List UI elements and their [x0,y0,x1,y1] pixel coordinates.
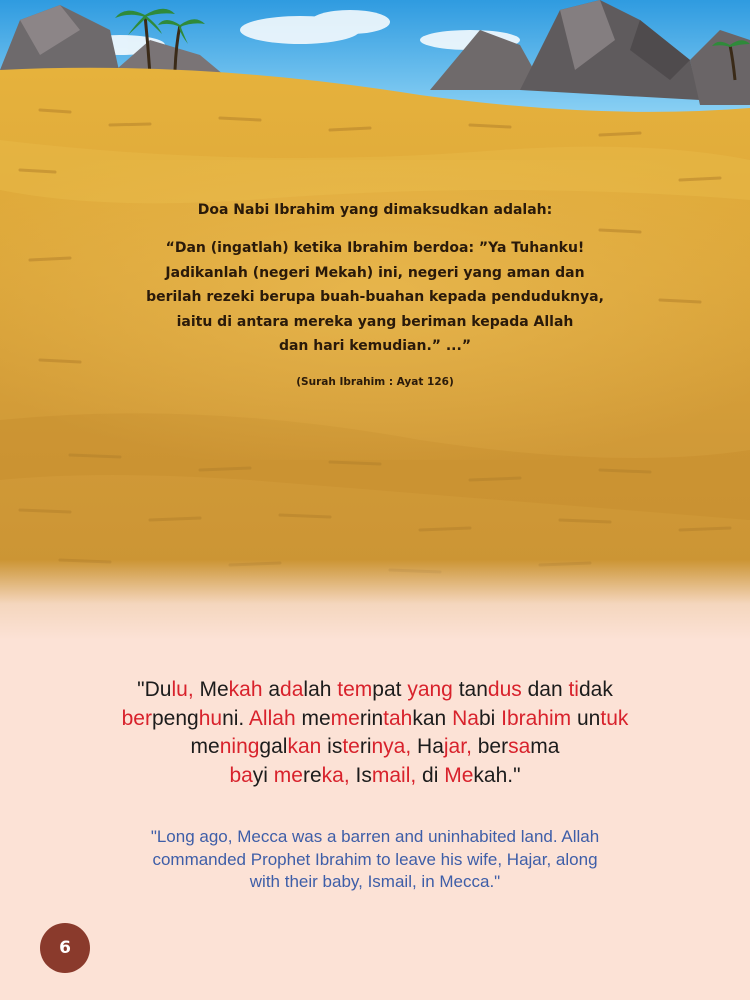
malay-line-2 [0,705,750,734]
syllable-text: yi [252,763,274,787]
syllable-highlight: ba [229,763,253,787]
syllable-highlight: me [330,706,360,730]
syllable-text: ni. [222,706,249,730]
syllable-highlight: tem [337,678,373,701]
syllable-highlight: lu, [171,678,194,701]
syllable-text: di [416,763,445,787]
english-line: with their baby, Ismail, in Mecca." [249,872,501,891]
syllable-text: ma [530,735,560,758]
syllable-highlight: tah [383,706,413,730]
syllable-highlight: sa [508,735,531,758]
quote-line: dan hari kemudian.” ...” [278,338,472,354]
syllable-highlight: te [342,735,360,758]
quote-block [0,202,750,388]
quote-intro: Doa Nabi Ibrahim yang dimaksudkan adalah: [197,202,553,218]
english-line: commanded Prophet Ibrahim to leave his wife, Hajar, along [152,849,598,869]
english-translation-text [0,826,750,894]
syllable-text: kan [412,706,453,730]
syllable-highlight: dus [487,678,522,701]
malay-line-1 [0,676,750,705]
malay-story-text [0,676,750,790]
syllable-text: bi [478,706,502,730]
syllable-highlight: Na [452,706,479,730]
syllable-highlight: Ibra [501,706,538,730]
syllable-text: dan [521,678,569,701]
syllable-text: rin [359,706,384,730]
syllable-highlight: nya, [371,735,412,758]
syllable-highlight: ka, [321,763,350,787]
malay-line-3 [0,733,750,762]
quote-line: Jadikanlah (negeri Mekah) ini, negeri yang aman dan [165,264,585,281]
syllable-highlight: da [280,678,304,701]
quote-line: “Dan (ingatlah) ketika Ibrahim berdoa: ”Ya Tuhanku! [165,240,585,256]
syllable-highlight: jar, [443,735,472,758]
syllable-text: kah." [473,763,521,787]
quote-reference: (Surah Ibrahim : Ayat 126) [296,375,454,388]
quote-line: iaitu di antara mereka yang beriman kepada Allah [176,313,574,330]
syllable-text: gal [259,735,288,758]
syllable-highlight: ti [568,678,579,701]
syllable-text: Is [349,763,372,787]
syllable-highlight: yang [407,678,453,701]
quote-line: berilah rezeki berupa buah-buahan kepada penduduknya, [146,289,604,305]
syllable-text: "Du [137,678,172,701]
english-line: "Long ago, Mecca was a barren and uninhabited land. Allah [150,827,600,846]
syllable-highlight: kah [228,678,263,701]
syllable-text: un [571,706,601,730]
syllable-text: re [302,763,322,787]
syllable-highlight: mail, [371,763,417,787]
syllable-text: Ha [411,735,444,758]
syllable-highlight: him [537,706,572,730]
syllable-highlight: kan [287,735,322,758]
syllable-text: tan [452,678,488,701]
syllable-highlight: hu [198,706,223,730]
page-number-badge: 6 [40,923,90,973]
syllable-text: a [262,678,281,701]
malay-line-4 [0,762,750,791]
syllable-highlight: ning [219,735,260,758]
syllable-text: me [295,706,331,730]
syllable-highlight: me [273,763,303,787]
syllable-text: is [321,735,343,758]
syllable-text: dak [578,678,613,701]
syllable-text: Me [193,678,229,701]
syllable-text: ri [359,735,372,758]
syllable-highlight: ber [121,706,152,730]
quote-text [0,236,750,359]
syllable-text: ber [471,735,509,758]
syllable-highlight: Allah [248,706,296,730]
syllable-text: lah [303,678,338,701]
syllable-text: peng [151,706,199,730]
syllable-text: pat [372,678,408,701]
syllable-highlight: tuk [600,706,629,730]
syllable-text: me [190,735,220,758]
syllable-highlight: Me [444,763,474,787]
